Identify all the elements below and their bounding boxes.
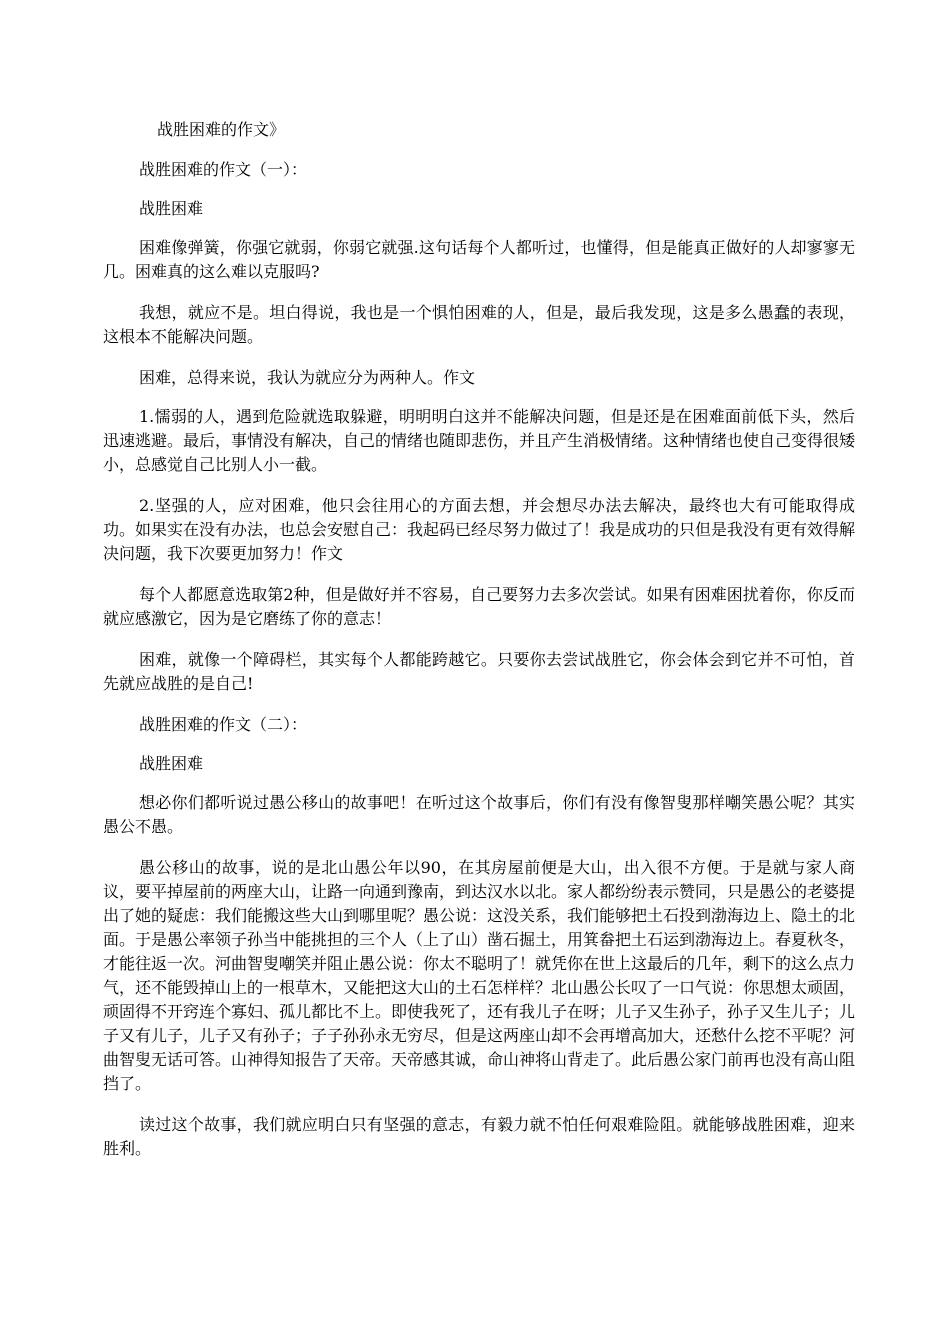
essay-title-1: 战胜困难 xyxy=(139,199,204,218)
paragraph: 困难像弹簧，你强它就弱，你弱它就强.这句话每个人都听过，也懂得，但是能真正做好的人却寥寥无几。困难真的这么难以克服吗? xyxy=(103,238,855,281)
paragraph: 1.懦弱的人，遇到危险就选取躲避，明明明白这并不能解决问题，但是还是在困难面前低下头，然后迅速逃避。最后，事情没有解决，自己的情绪也随即悲伤，并且产生消极情绪。这种情绪也使自己变得很矮小，总感觉自己比别人小一截。 xyxy=(103,407,856,474)
paragraph: 每个人都愿意选取第2种，但是做好并不容易，自己要努力去多次尝试。如果有困难困扰着你，你反而就应感激它，因为是它磨练了你的意志！ xyxy=(103,585,855,628)
paragraph: 困难，总得来说，我认为就应分为两种人。作文 xyxy=(139,368,476,387)
paragraph: 我想，就应不是。坦白得说，我也是一个惧怕困难的人，但是，最后我发现，这是多么愚蠢的表现，这根本不能解决问题。 xyxy=(103,303,855,346)
document-title: 战胜困难的作文》 xyxy=(157,120,286,139)
paragraph: 困难，就像一个障碍栏，其实每个人都能跨越它。只要你去尝试战胜它，你会体会到它并不可怕，首先就应战胜的是自己! xyxy=(103,650,855,693)
section-heading-2: 战胜困难的作文（二）： xyxy=(139,715,308,734)
essay-title-2: 战胜困难 xyxy=(139,754,204,773)
document-page xyxy=(103,118,855,1178)
paragraph: 读过这个故事，我们就应明白只有坚强的意志，有毅力就不怕任何艰难险阻。就能够战胜困难，迎来胜利。 xyxy=(103,1115,855,1158)
paragraph: 想必你们都听说过愚公移山的故事吧！在听过这个故事后，你们有没有像智叟那样嘲笑愚公呢？其实愚公不愚。 xyxy=(103,793,855,836)
paragraph: 2.坚强的人，应对困难，他只会往用心的方面去想，并会想尽办法去解决，最终也大有可能取得成功。如果实在没有办法，也总会安慰自己：我起码已经尽努力做过了！我是成功的只但是我没有更有效得解决问题，我下次要更加努力！作文 xyxy=(103,496,856,563)
paragraph: 愚公移山的故事，说的是北山愚公年以90，在其房屋前便是大山，出入很不方便。于是就与家人商议，要平掉屋前的两座大山，让路一向通到豫南，到达汉水以北。家人都纷纷表示赞同，只是愚公的老婆提出了她的疑虑：我们能搬这些大山到哪里呢？愚公说：这没关系，我们能够把土石投到渤海边上、隐土的北面。于是愚公率领子孙当中能挑担的三个人（上了山）凿石掘土，用箕畚把土石运到渤海边上。春夏秋冬，才能往返一次。河曲智叟嘲笑并阻止愚公说：你太不聪明了！就凭你在世上这最后的几年，剩下的这么点力气，还不能毁掉山上的一根草木，又能把这大山的土石怎样样？北山愚公长叹了一口气说：你思想太顽固，顽固得不开窍连个寡妇、孤儿都比不上。即使我死了，还有我儿子在呀；儿子又生孙子，孙子又生儿子；儿子又有儿子，儿子又有孙子；子子孙孙永无穷尽，但是这两座山却不会再增高加大，还愁什么挖不平呢？河曲智叟无话可答。山神得知报告了天帝。天帝感其诚，命山神将山背走了。此后愚公家门前再也没有高山阻挡了。 xyxy=(103,858,856,1093)
section-heading-1: 战胜困难的作文（一）： xyxy=(139,160,308,179)
